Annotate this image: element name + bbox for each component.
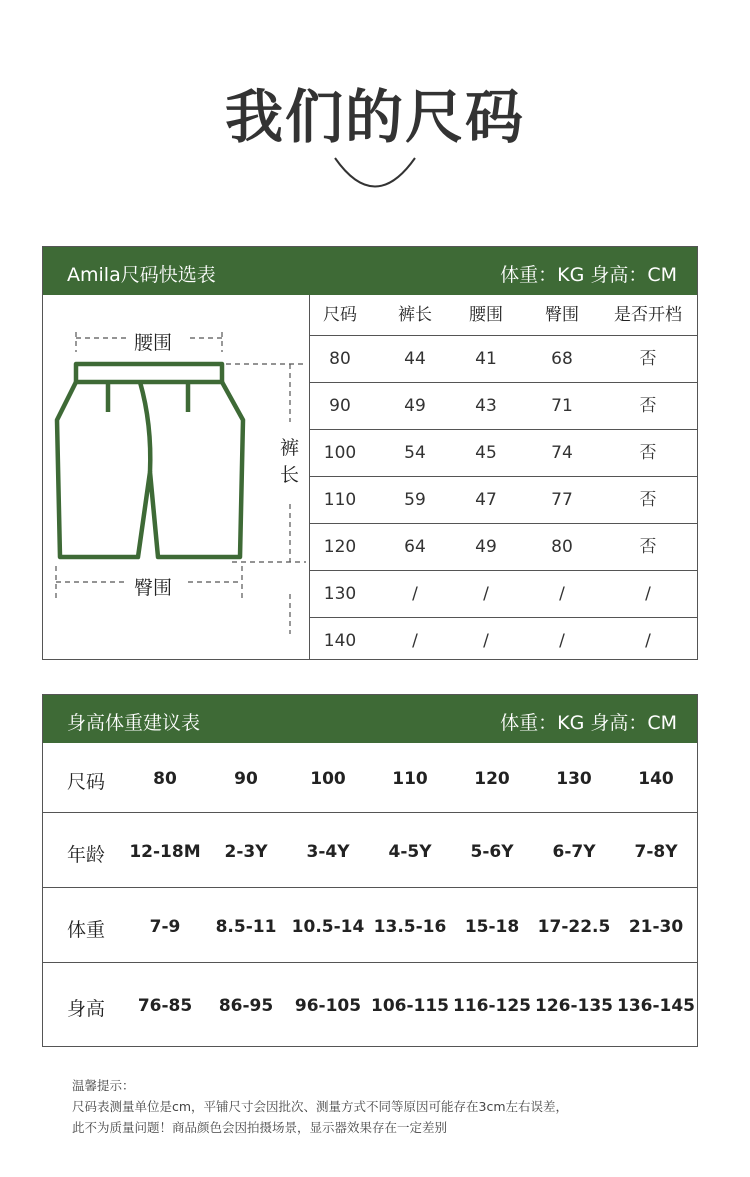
height-weight-table [42,694,698,1047]
table-row [310,383,698,430]
length-label-top: 裤 [280,437,300,459]
table-cell: 5-6Y [470,842,514,862]
note-line-2: 此不为质量问题！商品颜色会因拍摄场景，显示器效果存在一定差别 [72,1120,448,1135]
table-cell: 17-22.5 [537,917,611,937]
note-title: 温馨提示： [72,1078,135,1093]
table-cell: 43 [475,396,497,416]
table-cell: 13.5-16 [373,917,447,937]
table-cell: 140 [638,769,674,789]
table-cell: / [645,631,651,651]
table-row [310,336,698,383]
height-weight-header-bar [43,695,697,743]
table-cell: 68 [551,349,573,369]
table-cell: 86-95 [218,996,274,1016]
table-cell: / [559,584,565,604]
table-cell: 80 [329,349,351,369]
table-cell: 116-125 [452,996,532,1016]
column-header: 裤长 [398,305,432,325]
table-row [310,430,698,477]
table-cell: 77 [551,490,573,510]
table-cell: 120 [323,537,357,557]
table-cell: / [412,584,418,604]
table-cell: 10.5-14 [291,917,365,937]
table-row [43,743,697,813]
table-cell: 3-4Y [306,842,350,862]
row-label: 尺码 [67,771,106,793]
table-cell: / [483,631,489,651]
table-cell: 80 [153,769,177,789]
table-cell: 否 [639,490,657,510]
table-cell: 76-85 [137,996,193,1016]
length-label-bottom: 长 [280,464,300,486]
quick-size-header-bar [43,247,697,295]
column-header: 臀围 [545,305,579,325]
table-cell: 7-8Y [634,842,678,862]
table-cell: 80 [551,537,573,557]
table-cell: 74 [551,443,573,463]
note-line-1: 尺码表测量单位是cm，平铺尺寸会因批次、测量方式不同等原因可能存在3cm左右误差， [72,1099,569,1114]
quick-size-grid [309,295,698,659]
table-cell: 100 [310,769,346,789]
shorts-drawing [42,294,308,660]
table-cell: 106-115 [370,996,450,1016]
table-cell: 49 [404,396,426,416]
table-cell: 21-30 [628,917,684,937]
table-cell: 49 [475,537,497,557]
table-cell: 7-9 [149,917,181,937]
table-row [310,618,698,665]
table-cell: 12-18M [129,842,201,862]
column-header: 尺码 [323,305,357,325]
table-cell: 否 [639,349,657,369]
page-title: 我们的尺码 [224,83,525,151]
table-cell: 否 [639,443,657,463]
table-row [43,888,697,963]
row-label: 体重 [67,919,106,941]
quick-size-title: Amila尺码快选表 [67,264,216,286]
table-cell: 140 [323,631,357,651]
table-cell: 47 [475,490,497,510]
table-cell: 96-105 [294,996,362,1016]
height-weight-unit: 体重：KG 身高：CM [500,712,677,734]
table-cell: 100 [323,443,357,463]
table-cell: 否 [639,396,657,416]
table-cell: 71 [551,396,573,416]
table-row [310,477,698,524]
quick-size-unit: 体重：KG 身高：CM [500,264,677,286]
table-cell: 6-7Y [552,842,596,862]
table-cell: 64 [404,537,426,557]
table-cell: 2-3Y [224,842,268,862]
table-cell: / [412,631,418,651]
table-cell: / [645,584,651,604]
table-row [310,571,698,618]
column-header: 腰围 [469,305,503,325]
decorative-arc [330,150,420,195]
waist-label: 腰围 [134,332,173,354]
table-cell: 130 [323,584,357,604]
row-label: 身高 [67,998,106,1020]
height-weight-title: 身高体重建议表 [67,712,201,734]
table-cell: 否 [639,537,657,557]
table-cell: 45 [475,443,497,463]
column-header: 是否开档 [614,305,682,325]
table-cell: 54 [404,443,426,463]
table-cell: 44 [404,349,426,369]
hip-label: 臀围 [134,577,173,599]
table-cell: / [559,631,565,651]
table-cell: 136-145 [616,996,696,1016]
table-row [310,524,698,571]
table-row [43,963,697,1046]
table-cell: 110 [323,490,357,510]
table-cell: / [483,584,489,604]
table-cell: 59 [404,490,426,510]
table-cell: 120 [474,769,510,789]
table-cell: 4-5Y [388,842,432,862]
table-cell: 110 [392,769,428,789]
table-row [43,813,697,888]
table-cell: 15-18 [464,917,520,937]
row-label: 年龄 [67,844,106,866]
quick-size-header-row [310,295,698,336]
table-cell: 130 [556,769,592,789]
table-cell: 41 [475,349,497,369]
table-cell: 126-135 [534,996,614,1016]
table-cell: 90 [234,769,258,789]
table-cell: 90 [329,396,351,416]
table-cell: 8.5-11 [215,917,277,937]
